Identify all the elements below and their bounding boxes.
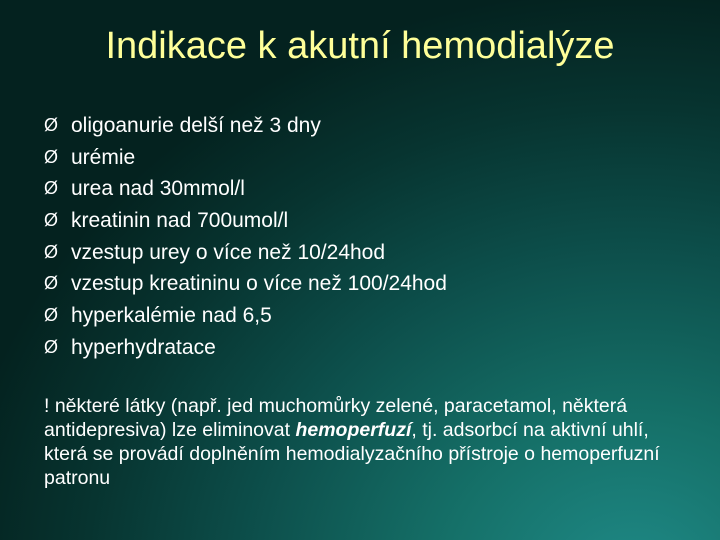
list-item (44, 300, 447, 332)
list-item (44, 205, 447, 237)
list-item-text: hyperhydratace (71, 335, 216, 359)
list-item (44, 268, 447, 300)
list-item (44, 237, 447, 269)
arrow-bullet-icon: Ø (44, 146, 59, 167)
list-item-text: hyperkalémie nad 6,5 (71, 304, 272, 328)
list-item-text: oligoanurie delší než 3 dny (71, 114, 321, 137)
list-item-text: urea nad 30mmol/l (71, 177, 245, 201)
arrow-bullet-icon: Ø (44, 241, 59, 262)
note-emphasis: hemoperfuzí (295, 419, 412, 441)
note-text-start: ! některé látky (např. jed muchomůrky zelené, paracetamol, některá antidepresiva) lze eliminovat (44, 395, 628, 441)
note-text-end: , tj. adsorbcí na aktivní uhlí, která se provádí doplněním hemodialyzačního přístroje o hemoperfuzní patronu (44, 419, 660, 489)
list-item-text: vzestup kreatininu o více než 100/24hod (71, 272, 447, 296)
list-item-text: urémie (71, 145, 136, 169)
arrow-bullet-icon: Ø (44, 178, 59, 199)
list-item (44, 332, 447, 364)
arrow-bullet-icon: Ø (44, 273, 59, 294)
list-item (44, 142, 447, 174)
arrow-bullet-icon: Ø (44, 305, 59, 326)
indication-list (44, 110, 447, 364)
note-paragraph (44, 394, 694, 490)
arrow-bullet-icon: Ø (44, 336, 59, 357)
list-item-text: kreatinin nad 700umol/l (71, 209, 289, 233)
list-item (44, 110, 447, 142)
arrow-bullet-icon: Ø (44, 210, 59, 231)
list-item (44, 173, 447, 205)
list-item-text: vzestup urey o více než 10/24hod (71, 240, 386, 264)
arrow-bullet-icon: Ø (44, 115, 59, 135)
slide-title: Indikace k akutní hemodialýze (105, 25, 615, 67)
